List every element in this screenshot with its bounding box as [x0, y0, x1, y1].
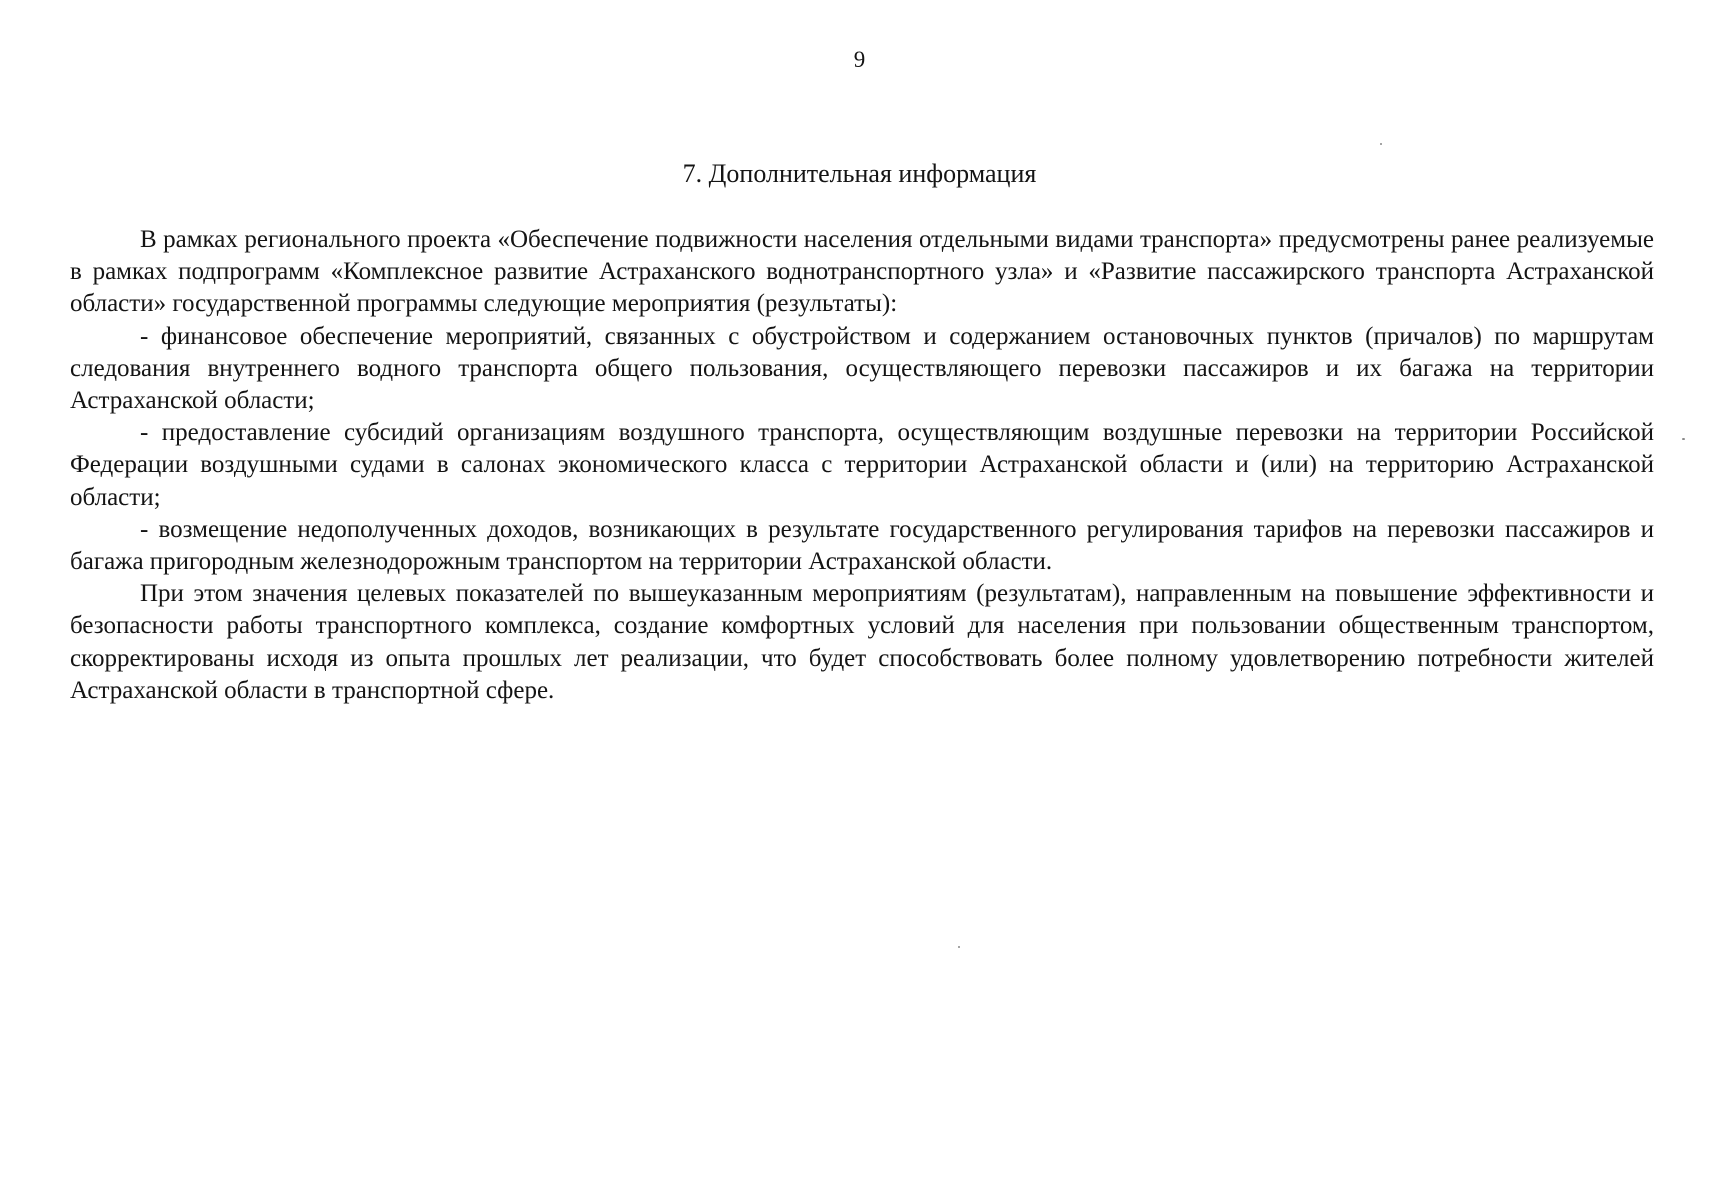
paragraph-intro: В рамках регионального проекта «Обеспечение подвижности населения отдельными видами транспорта» предусмотрены ранее реализуемые в рамках подпрограмм «Комплексное развитие Астраханского воднотранспортного узла» и «Развитие пассажирского транспорта Астраханской области» государственной программы следующие мероприятия (результаты):	[70, 226, 1654, 318]
page-number: 9	[853, 47, 866, 72]
list-item-air-transport: - предоставление субсидий организациям воздушного транспорта, осуществляющим воздушные перевозки на территории Российской Федерации воздушными судами в салонах экономического класса с территории Астраханской области и (или) на территорию Астраханской области;	[70, 419, 1654, 511]
list-item-water-transport: - финансовое обеспечение мероприятий, связанных с обустройством и содержанием остановочных пунктов (причалов) по маршрутам следования внутреннего водного транспорта общего пользования, осуществляющего перевозки пассажиров и их багажа на территории Астраханской области;	[70, 322, 1654, 415]
list-item-rail-transport: - возмещение недополученных доходов, возникающих в результате государственного регулирования тарифов на перевозки пассажиров и багажа пригородным железнодорожным транспортом на территории Астраханской области.	[70, 515, 1654, 576]
section-body	[70, 224, 1654, 707]
section-heading: 7. Дополнительная информация	[682, 159, 1037, 188]
scan-speck	[1682, 438, 1685, 440]
scan-speck	[1380, 143, 1382, 145]
paragraph-conclusion: При этом значения целевых показателей по вышеуказанным мероприятиям (результатам), направленным на повышение эффективности и безопасности работы транспортного комплекса, создание комфортных условий для населения при пользовании общественным транспортом, скорректированы исходя из опыта прошлых лет реализации, что будет способствовать более полному удовлетворению потребности жителей Астраханской области в транспортной сфере.	[70, 580, 1654, 704]
scan-speck	[958, 946, 960, 948]
